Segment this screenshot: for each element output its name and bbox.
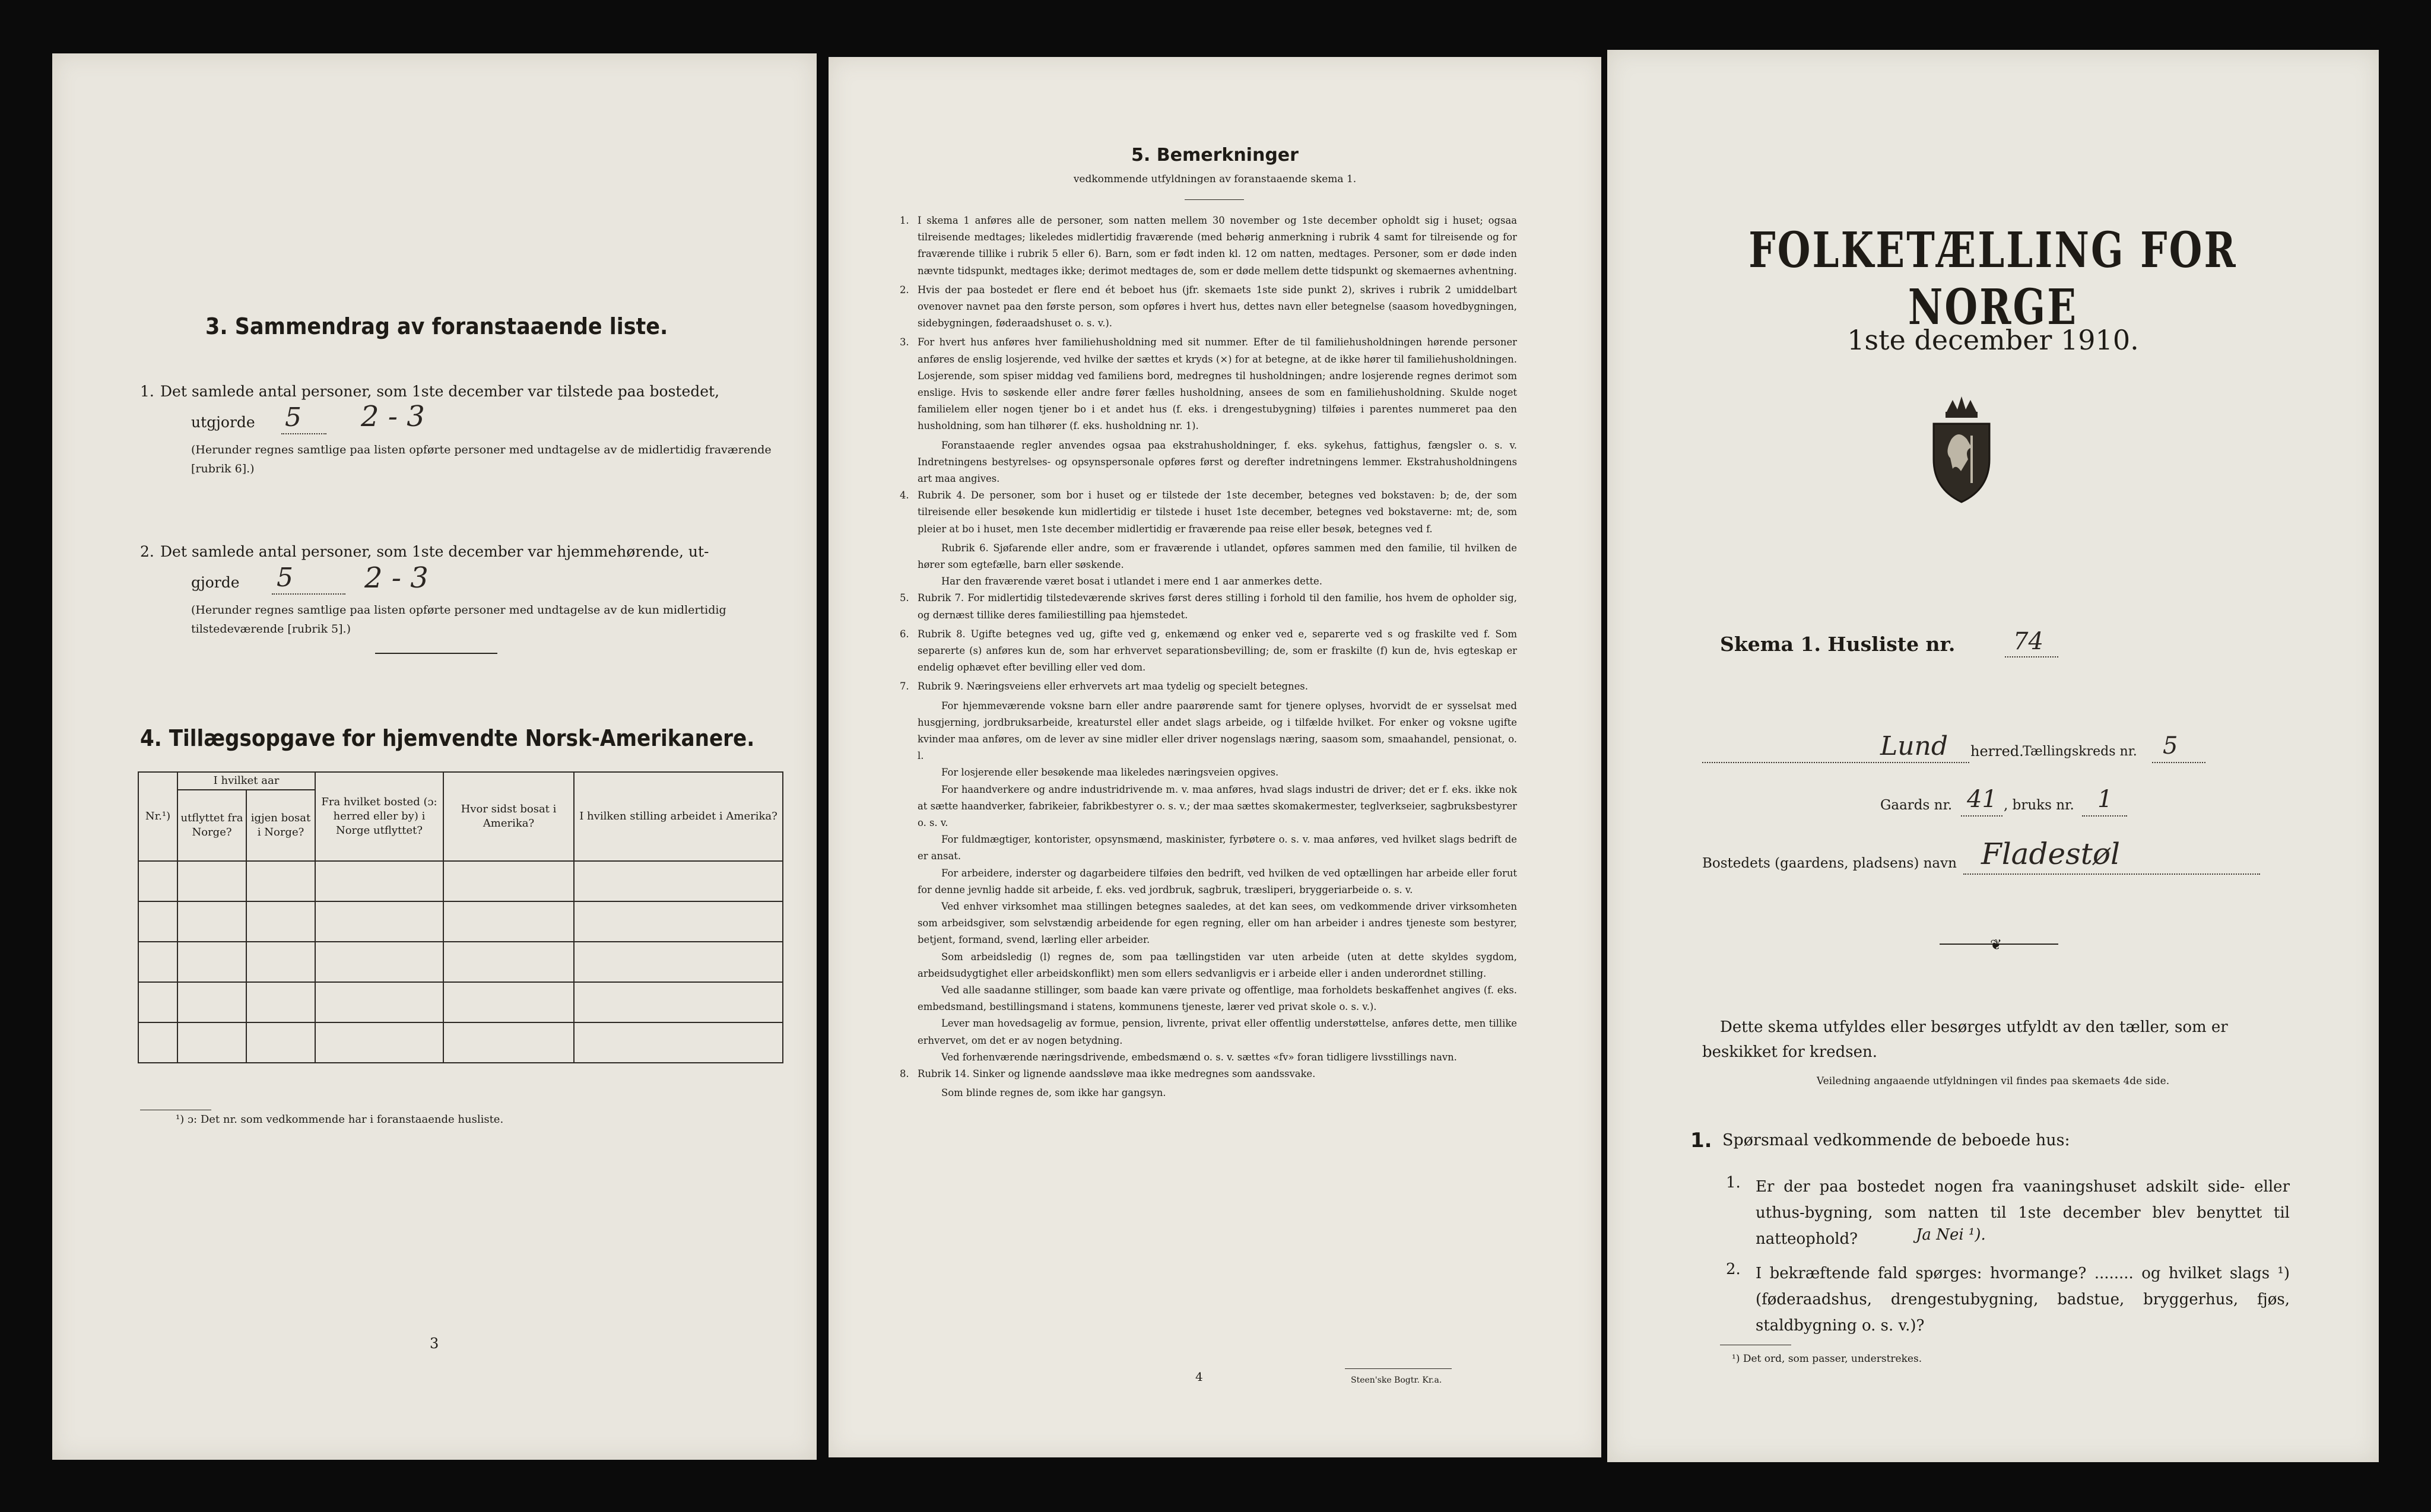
- bemerkning-item: [918, 1085, 1517, 1101]
- bemerkning-text: For hjemmeværende voksne barn eller andre paarørende samt for tjenere oplyses, hvorvidt de er sysselsat med husgjerning, jordbruksarbeide, kreaturstel eller andet slags arbeide, og i tilfælde hvilket. For enker og voksne ugifte kvinder maa anføres, om de lever av sine midler eller driver nogenslags næring, saasom som, smaahandel, pensionat, o. l.: [918, 700, 1517, 762]
- bemerkning-text: Ved alle saadanne stillinger, som baade kan være private og offentlige, maa forholdets beskaffenhet angives (f. eks. embedsmand, bestillingsmand i statens, kommunens tjeneste, lærer ved privat skole o. s. v.).: [918, 984, 1517, 1013]
- bemerkning-number: 7.: [900, 681, 909, 693]
- right-footnote: ¹) Det ord, som passer, understrekes.: [1732, 1353, 1922, 1365]
- item2-handwritten-count: 5: [277, 563, 293, 593]
- bemerkning-text: For haandverkere og andre industridrivende m. v. maa anføres, hvad slags industri de driver; det er f. eks. ikke nok at sætte haandverker, fabrikeier, fabrikbestyrer o. s. v.; der maa sættes skomakermester, teglverkseier, sagbruksbestyrer o. s. v.: [918, 783, 1517, 828]
- veiledning-note: Veiledning angaaende utfyldningen vil findes paa skemaets 4de side.: [1816, 1075, 2170, 1087]
- q2-text: I bekræftende fald spørges: hvormange? ........ og hvilket slags ¹) (føderaadshus, drengestubygning, badstue, bryggerhus, fjøs, staldbygning o. s. v.)?: [1756, 1265, 2290, 1335]
- bemerkning-text: For arbeidere, inderster og dagarbeidere tilføies den bedrift, ved hvilken de ved optællingen har arbeide eller forut for denne jevnlig hadde sit arbeide, f. eks. ved jordbruk, sagbruk, træsliperi, bryggeriarbeide o. s. v.: [918, 867, 1517, 895]
- section3-item1-num: 1.: [140, 383, 154, 400]
- intro-line1: Dette skema utfyldes eller besørges utfyldt av den tæller, som er: [1720, 1018, 2228, 1036]
- section3-item1-note: (Herunder regnes samtlige paa listen opførte personer med undtagelse av de midlertidig fraværende [rubrik 6].): [191, 443, 772, 475]
- coat-of-arms-icon: [1923, 388, 2000, 507]
- section3-item1-line1: Det samlede antal personer, som 1ste december var tilstede paa bostedet,: [160, 383, 720, 400]
- kreds-number: 5: [2163, 732, 2178, 760]
- bemerkning-text: Hvis der paa bostedet er flere end ét beboet hus (jfr. skemaets 1ste side punkt 2), skrives i rubrik 2 umiddelbart ovenover navnet paa den første person, som opføres i hvert hus, dettes navn eller betegnelse (saasom hovedbygningen, sidebygningen, føderaadshuset o. s. v.).: [918, 284, 1517, 329]
- col-utflyttet: utflyttet fra Norge?: [177, 790, 246, 861]
- table-row: [138, 861, 783, 901]
- census-title: FOLKETÆLLING FOR NORGE: [1748, 222, 2238, 336]
- bemerkning-text: For hvert hus anføres hver familiehusholdning med sit nummer. Efter de til familiehusholdningen hørende personer anføres de enslig losjerende, ved hvilke der sættes et kryds (×) for at betegne, at de ikke hører til familiehusholdningen. Losjerende, som spiser middag ved familiens bord, medregnes til husholdningen; andre losjerende regnes derimot som enslige. Hvis to søskende eller andre fører fælles husholdning, ansees de som en familiehusholdning. Skulde noget familielem eller nogen tjener bo i et andet hus (f. eks. i drengestubygning) tilføies i parentes nummeret paa den husholdning, som han tilhører (f. eks. husholdning nr. 1).: [918, 336, 1517, 432]
- bemerkning-item: [900, 626, 1517, 676]
- bemerkning-item: [918, 831, 1517, 865]
- right-page: [1607, 50, 2379, 1462]
- bemerkning-item: [918, 949, 1517, 982]
- bemerkning-text: Foranstaaende regler anvendes ogsaa paa ekstrahusholdninger, f. eks. sykehus, fattighus, fængsler o. s. v. Indretningens bestyrelses- og opsynspersonale opføres først og derefter indretningens lemmer. Ekstrahusholdningens art maa angives.: [918, 439, 1517, 484]
- bemerkning-text: Som blinde regnes de, som ikke har gangsyn.: [941, 1087, 1166, 1099]
- ornament-icon: ❦: [1990, 936, 2002, 953]
- col-nr: Nr.¹): [138, 772, 177, 861]
- page-number-4: 4: [1195, 1370, 1203, 1384]
- middle-page: [829, 57, 1601, 1457]
- bemerkning-item: [900, 590, 1517, 623]
- bemerkning-text: Har den fraværende været bosat i utlandet i mere end 1 aar anmerkes dette.: [941, 576, 1322, 587]
- bosted-label: Bostedets (gaardens, pladsens) navn: [1702, 856, 1957, 871]
- bemerkning-number: 8.: [900, 1068, 909, 1079]
- bemerkning-text: Rubrik 6. Sjøfarende eller andre, som er fraværende i utlandet, opføres sammen med den familie, til hvilken de hører som egtefælle, barn eller søskende.: [918, 542, 1517, 570]
- bemerkning-number: 6.: [900, 628, 909, 640]
- q1-answer: Ja Nei ¹).: [1916, 1226, 1986, 1244]
- bemerkninger-subtitle: vedkommende utfyldningen av foranstaaende skema 1.: [1073, 173, 1357, 185]
- bemerkning-item: [900, 487, 1517, 538]
- bemerkning-item: [900, 678, 1517, 695]
- questions-header-num: 1.: [1690, 1129, 1712, 1152]
- herred-name: Lund: [1880, 731, 1948, 761]
- bemerkning-text: Rubrik 4. De personer, som bor i huset og er tilstede der 1ste december, betegnes ved bokstaven: b; de, der som tilreisende eller besøkende kun midlertidig er tilstede i huset 1ste december, betegnes ved bokstaverne: mt; de, som pleier at bo i huset, men 1ste december midlertidig er fraværende paa reise eller besøk, betegnes ved f.: [918, 490, 1517, 535]
- bemerkning-number: 2.: [900, 284, 909, 296]
- bemerkning-item: [918, 865, 1517, 898]
- bosted-name: Fladestøl: [1981, 837, 2120, 871]
- census-date: 1ste december 1910.: [1847, 324, 2139, 356]
- bemerkninger-list: [829, 212, 1601, 1376]
- bemerkning-item: [900, 1066, 1517, 1082]
- bruks-number: 1: [2097, 786, 2113, 813]
- section4-title: 4. Tillægsopgave for hjemvendte Norsk-Amerikanere.: [140, 725, 755, 751]
- bemerkning-item: [918, 782, 1517, 832]
- bemerkning-item: [918, 698, 1517, 765]
- intro-line2: beskikket for kredsen.: [1702, 1043, 1877, 1061]
- q1-num: 1.: [1726, 1174, 1741, 1192]
- bemerkning-item: [918, 1049, 1517, 1066]
- bemerkning-number: 1.: [900, 215, 909, 226]
- bemerkninger-title: 5. Bemerkninger: [1131, 145, 1299, 166]
- page-number-3: 3: [430, 1335, 439, 1352]
- norsk-amerikanere-table: [138, 771, 783, 1063]
- bemerkning-text: Som arbeidsledig (l) regnes de, som paa tællingstiden var uten arbeide (uten at dette skyldes sygdom, arbeidsudygtighet eller arbeidskonflikt) men som ellers sedvanligvis er i arbeide eller i anden underordnet stilling.: [918, 951, 1517, 979]
- bemerkning-text: For fuldmægtiger, kontorister, opsynsmænd, maskinister, fyrbøtere o. s. v. maa anføres, ved hvilket slags bedrift de er ansat.: [918, 834, 1517, 862]
- bemerkning-text: For losjerende eller besøkende maa likeledes næringsveien opgives.: [941, 767, 1279, 779]
- table-row: [138, 942, 783, 982]
- bemerkning-item: [918, 898, 1517, 949]
- table-row: [138, 901, 783, 942]
- section3-item2-note: (Herunder regnes samtlige paa listen opførte personer med undtagelse av de kun midlertidig tilstedeværende [rubrik 5].): [191, 603, 726, 636]
- bemerkning-text: Rubrik 9. Næringsveiens eller erhvervets art maa tydelig og specielt betegnes.: [918, 681, 1308, 693]
- col-hvor-sidst: Hvor sidst bosat i Amerika?: [443, 772, 574, 861]
- bemerkning-text: Ved enhver virksomhet maa stillingen betegnes saaledes, at det kan sees, om vedkommende driver virksomheten som arbeidsgiver, som selvstændig arbeidende for egen regning, eller om han arbeider i andres tjeneste som bestyrer, betjent, formand, svend, lærling eller arbeider.: [918, 901, 1517, 946]
- bemerkning-text: I skema 1 anføres alle de personer, som natten mellem 30 november og 1ste december opholdt sig i huset; ogsaa tilreisende medtages; likeledes midlertidig fraværende (med behørig anmerkning i rubrik 4 samt for tilreisende og for fraværende tillike i rubrik 5 eller 6). Barn, som er født inden kl. 12 om natten, medtages. Personer, som er døde inden nævnte tidspunkt, medtages ikke; derimot medtages de, som er døde mellem dette tidspunkt og skemaernes avhentning.: [918, 215, 1517, 277]
- item2-handwritten-range: 2 - 3: [364, 561, 429, 595]
- bemerkning-item: [918, 540, 1517, 573]
- bemerkning-item: [918, 982, 1517, 1015]
- bemerkning-text: Lever man hovedsagelig av formue, pension, livrente, privat eller offentlig understøttelse, anføres dette, men tillike erhvervet, om det er av nogen betydning.: [918, 1018, 1517, 1046]
- col-igjen: igjen bosat i Norge?: [246, 790, 315, 861]
- husliste-number: 74: [2013, 628, 2043, 655]
- kreds-label: Tællingskreds nr.: [2023, 744, 2137, 759]
- divider: [375, 653, 497, 654]
- bemerkning-item: [918, 1015, 1517, 1049]
- bemerkning-number: 5.: [900, 592, 909, 604]
- bemerkning-number: 4.: [900, 490, 909, 501]
- section3-item2-line1: Det samlede antal personer, som 1ste december var hjemmehørende, ut-: [160, 543, 709, 560]
- section4-footnote: ¹) ɔ: Det nr. som vedkommende har i foranstaaende husliste.: [176, 1113, 504, 1126]
- bruks-label: , bruks nr.: [2004, 798, 2074, 813]
- section3-item1-prefix: utgjorde: [191, 414, 255, 431]
- bemerkning-item: [918, 764, 1517, 781]
- col-stilling: I hvilken stilling arbeidet i Amerika?: [574, 772, 783, 861]
- bemerkning-item: [900, 282, 1517, 332]
- bemerkning-item: [918, 437, 1517, 488]
- gaards-number: 41: [1967, 786, 1997, 813]
- col-hvilket-aar: I hvilket aar: [177, 772, 315, 790]
- section3-item2-prefix: gjorde: [191, 574, 240, 591]
- item1-handwritten-range: 2 - 3: [361, 400, 425, 433]
- gaards-label: Gaards nr.: [1880, 798, 1953, 813]
- bemerkning-text: Rubrik 14. Sinker og lignende aandssløve maa ikke medregnes som aandssvake.: [918, 1068, 1316, 1079]
- bemerkning-item: [900, 334, 1517, 434]
- q1-text: Er der paa bostedet nogen fra vaaningshuset adskilt side- eller uthus-bygning, som natten til 1ste december blev benyttet til natteophold?: [1756, 1178, 2290, 1248]
- left-page: [52, 53, 817, 1460]
- bemerkning-text: Ved forhenværende næringsdrivende, embedsmænd o. s. v. sættes «fv» foran tidligere livsstillings navn.: [941, 1051, 1457, 1063]
- section3-title: 3. Sammendrag av foranstaaende liste.: [205, 313, 668, 339]
- schema-label: Skema 1. Husliste nr.: [1720, 633, 1956, 656]
- section3-item2-num: 2.: [140, 543, 154, 560]
- printer-mark: Steen'ske Bogtr. Kr.a.: [1351, 1376, 1442, 1385]
- bemerkning-item: [900, 212, 1517, 279]
- herred-label: herred.: [1970, 743, 2024, 760]
- table-row: [138, 1022, 783, 1063]
- bemerkning-text: Rubrik 7. For midlertidig tilstedeværende skrives først deres stilling i forhold til den familie, hos hvem de opholder sig, og dernæst tillike deres familiestilling paa hjemstedet.: [918, 592, 1517, 621]
- questions-header: Spørsmaal vedkommende de beboede hus:: [1722, 1131, 2070, 1149]
- bemerkning-item: [918, 573, 1517, 590]
- q2-num: 2.: [1726, 1260, 1741, 1278]
- bemerkning-text: Rubrik 8. Ugifte betegnes ved ug, gifte ved g, enkemænd og enker ved e, separerte ved s og fraskilte ved f. Som separerte (s) anføres kun de, som har erhvervet separationsbevilling; de, som er fraskilte (f) kun de, hvis egteskap er endelig ophævet efter bevilling eller ved dom.: [918, 628, 1517, 674]
- bemerkning-number: 3.: [900, 336, 909, 348]
- col-fra-bosted: Fra hvilket bosted (ɔ: herred eller by) i Norge utflyttet?: [315, 772, 443, 861]
- table-row: [138, 982, 783, 1022]
- item1-handwritten-count: 5: [285, 402, 302, 433]
